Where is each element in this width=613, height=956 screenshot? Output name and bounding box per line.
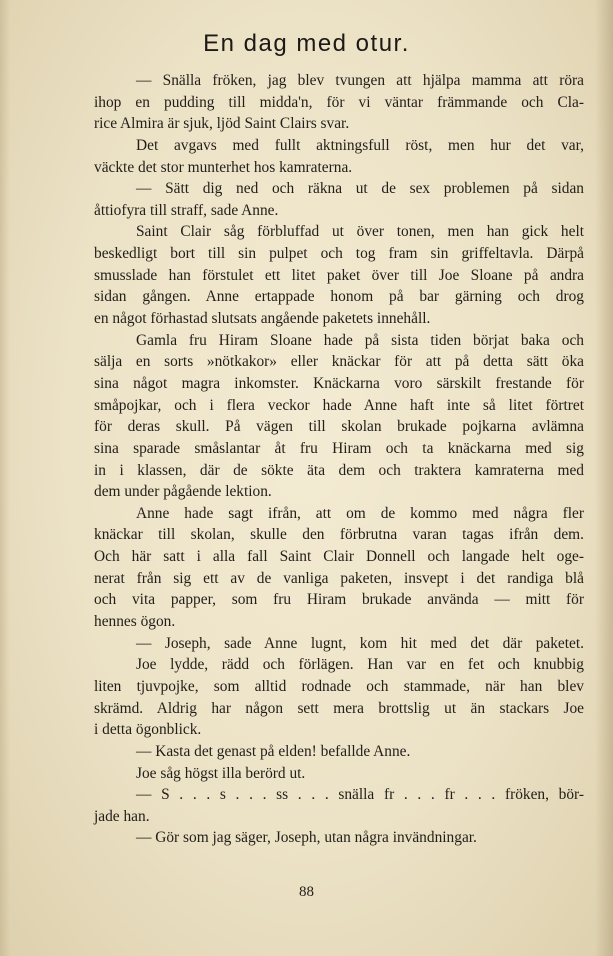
- text-line: Joe såg högst illa berörd ut.: [136, 764, 306, 782]
- text-line: smusslade han förstulet ett litet paket över till Joe Sloane på andra: [94, 266, 584, 284]
- text-line: småpojkar, och i flera veckor hade Anne haft inte så litet förtret: [94, 396, 584, 414]
- text-line: Det avgavs med fullt aktningsfull röst, men hur det var,: [136, 136, 584, 154]
- text-line: för deras skull. På vägen till skolan brukade pojkarna avlämna: [94, 418, 584, 436]
- text-line: — Sätt dig ned och räkna ut de sex problemen på sidan: [136, 180, 584, 198]
- text-line: och vita papper, som fru Hiram brukade använda — mitt för: [94, 591, 584, 609]
- chapter-title: En dag med otur.: [203, 30, 410, 57]
- text-line: sina sparade småslantar åt fru Hiram och ta knäckarna med sig: [94, 439, 584, 457]
- text-line: Saint Clair såg förbluffad ut över tonen, men han gick helt: [136, 223, 584, 241]
- page-number: 88: [299, 884, 314, 900]
- text-line: väckte det stor munterhet hos kamraterna.: [94, 158, 353, 176]
- text-line: i detta ögonblick.: [94, 721, 202, 739]
- text-line: knäckar till skolan, skulle den förbrutna varan tagas ifrån dem.: [94, 526, 584, 544]
- text-line: — Gör som jag säger, Joseph, utan några invändningar.: [136, 829, 477, 847]
- text-line: jade han.: [94, 807, 150, 825]
- text-line: nerat från sig ett av de vanliga paketen, insvept i det randiga blå: [94, 569, 584, 587]
- text-line: in i klassen, där de sökte äta dem och traktera kamraterna med: [94, 461, 584, 479]
- text-line: beskedligt bort till sin pulpet och tog fram sin griffeltavla. Därpå: [94, 245, 584, 263]
- text-line: sina något magra inkomster. Knäckarna voro särskilt frestande för: [94, 374, 584, 392]
- text-line: sidan gången. Anne ertappade honom på bar gärning och drog: [94, 288, 584, 306]
- text-line: hennes ögon.: [94, 613, 176, 631]
- text-line: skrämd. Aldrig har någon sett mera brottslig ut än stackars Joe: [94, 699, 584, 717]
- text-line: Joe lydde, rädd och förlägen. Han var en fet och knubbig: [136, 656, 584, 674]
- text-line: — S . . . s . . . ss . . . snälla fr . . . fr . . . fröken, bör-: [136, 786, 584, 804]
- text-line: Anne hade sagt ifrån, att om de kommo med några fler: [136, 504, 584, 522]
- text-line: rice Almira är sjuk, ljöd Saint Clairs svar.: [94, 115, 350, 133]
- body-text: [94, 70, 584, 849]
- text-line: Och här satt i alla fall Saint Clair Donnell och langade helt oge-: [94, 548, 584, 566]
- text-line: — Joseph, sade Anne lugnt, kom hit med det där paketet.: [136, 634, 584, 652]
- page-edge-shadow-right: [595, 0, 613, 956]
- text-line: ihop en pudding till midda'n, för vi väntar främmande och Cla-: [94, 93, 584, 111]
- text-line: Gamla fru Hiram Sloane hade på sista tiden börjat baka och: [136, 331, 584, 349]
- text-line: — Kasta det genast på elden! befallde Anne.: [136, 742, 411, 760]
- text-line: — Snälla fröken, jag blev tvungen att hjälpa mamma att röra: [136, 72, 584, 89]
- text-line: en något förhastad slutsats angående paketets innehåll.: [94, 310, 431, 328]
- text-line: åttiofyra till straff, sade Anne.: [94, 201, 279, 219]
- text-line: dem under pågående lektion.: [94, 483, 272, 501]
- text-line: sälja en sorts »nötkakor» eller knäckar för att på detta sätt öka: [94, 353, 584, 371]
- text-line: liten tjuvpojke, som alltid rodnade och stammade, när han blev: [94, 677, 584, 695]
- page-edge-shadow-left: [0, 0, 10, 956]
